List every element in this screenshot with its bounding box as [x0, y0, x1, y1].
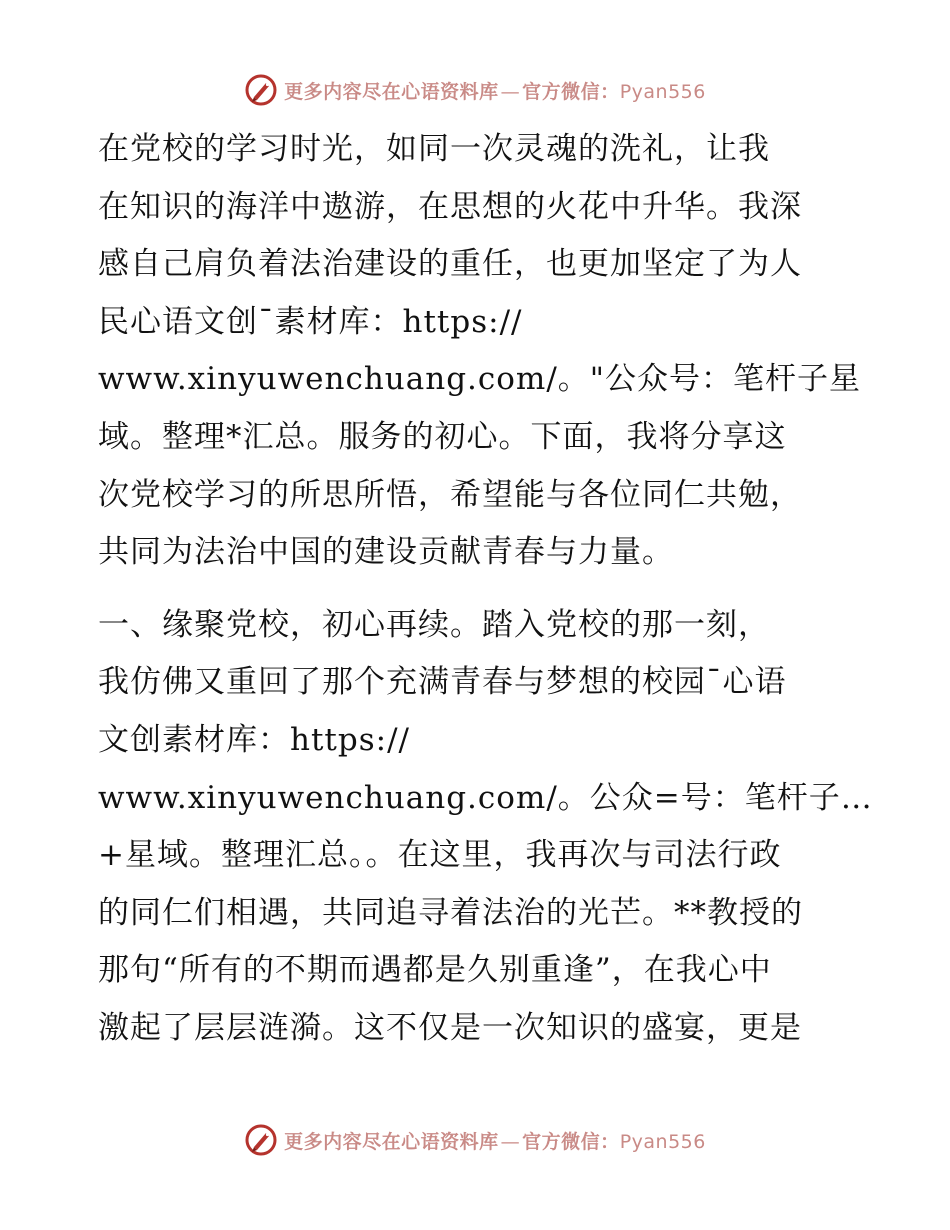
text-line: 那句“所有的不期而遇都是久别重逢”，在我心中 [98, 952, 772, 989]
text-line: 在党校的学习时光，如同一次灵魂的洗礼，让我 [98, 131, 770, 167]
watermark-separator: — [500, 1130, 521, 1153]
text-line: +星域。整理汇总。。在这里，我再次与司法行政 [98, 837, 782, 874]
text-line: 次党校学习的所思所悟，希望能与各位同仁共勉， [98, 476, 802, 513]
text-line: 在知识的海洋中遨游，在思想的火花中升华。我深 [98, 188, 802, 225]
watermark-account: Pyan556 [619, 80, 706, 103]
watermark-text [284, 1127, 706, 1154]
paragraph-2 [98, 597, 873, 1058]
footer-watermark [0, 1120, 950, 1160]
watermark-account: Pyan556 [619, 1130, 706, 1153]
text-line: 我仿佛又重回了那个充满青春与梦想的校园¯心语 [98, 664, 787, 701]
paragraph-gap [98, 582, 858, 597]
text-line: www.xinyuwenchuang.com/。"公众号：笔杆子星 [98, 361, 862, 398]
text-line: 的同仁们相遇，共同追寻着法治的光芒。**教授的 [98, 894, 803, 931]
watermark-separator: — [500, 80, 521, 103]
header-watermark [0, 70, 950, 110]
pen-logo-icon [244, 73, 278, 107]
watermark-text [284, 77, 706, 104]
text-line: 文创素材库：https:// [98, 721, 410, 758]
text-line: 激起了层层涟漪。这不仅是一次知识的盛宴，更是 [98, 1009, 802, 1046]
document-body [98, 121, 873, 1058]
watermark-official: 官方微信 [522, 1130, 601, 1153]
watermark-colon: ： [600, 80, 620, 103]
watermark-colon: ： [600, 1130, 620, 1153]
watermark-official: 官方微信 [522, 80, 601, 103]
text-line: 共同为法治中国的建设贡献青春与力量。 [98, 534, 674, 571]
text-line: 一、缘聚党校，初心再续。踏入党校的那一刻， [98, 606, 770, 643]
text-line: 感自己肩负着法治建设的重任，也更加坚定了为人 [98, 246, 802, 283]
text-line: 民心语文创¯素材库：https:// [98, 303, 523, 340]
watermark-main: 更多内容尽在心语资料库 [284, 80, 499, 103]
text-line: 域。整理*汇总。服务的初心。下面，我将分享这 [98, 418, 787, 455]
paragraph-1 [98, 121, 862, 582]
text-line: www.xinyuwenchuang.com/。公众=号：笔杆子… [98, 779, 873, 816]
watermark-main: 更多内容尽在心语资料库 [284, 1130, 499, 1153]
pen-logo-icon [244, 1123, 278, 1157]
